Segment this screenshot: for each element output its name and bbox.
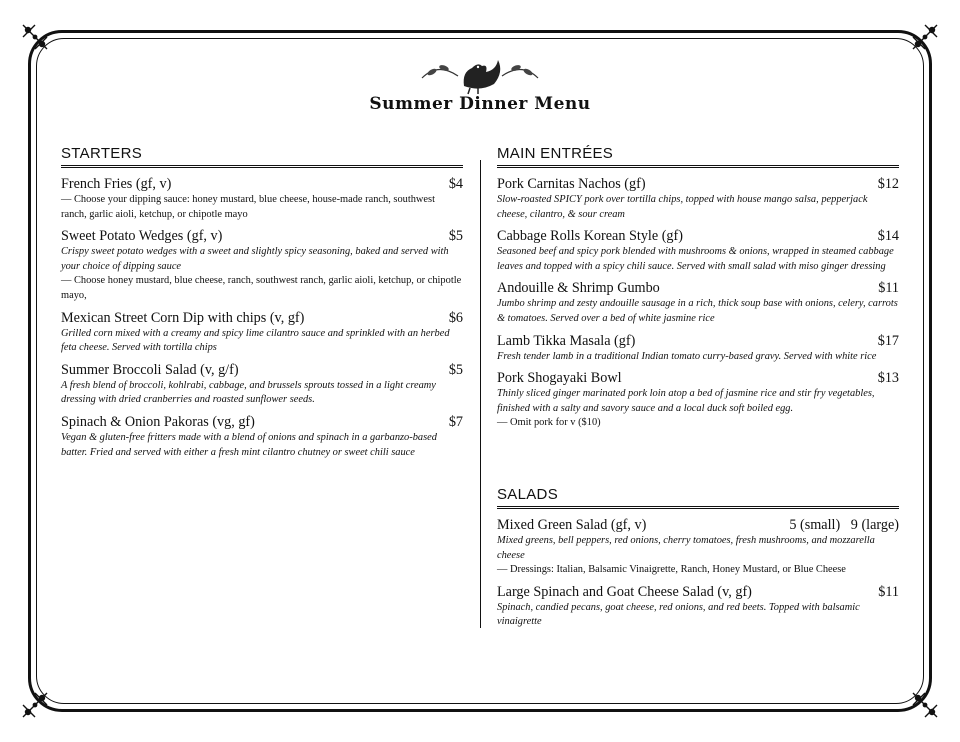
item-price: $6 (448, 309, 463, 326)
corner-ornament-icon (910, 22, 940, 52)
menu-item (61, 176, 463, 222)
item-price: $14 (877, 228, 899, 245)
item-price: $7 (448, 413, 463, 430)
item-name: Cabbage Rolls Korean Style (gf) (497, 228, 683, 245)
item-name: French Fries (gf, v) (61, 176, 172, 192)
column-divider (480, 160, 481, 628)
item-name: Summer Broccoli Salad (v, g/f) (61, 361, 239, 378)
item-description: Grilled corn mixed with a creamy and spicy lime cilantro sauce and sprinkled with an herbed feta cheese. Served with tortilla chips (61, 327, 450, 354)
rooster-logo-icon (418, 52, 542, 96)
item-note: — Choose honey mustard, blue cheese, ranch, southwest ranch, garlic aioli, ketchup, or chipotle mayo, (61, 275, 462, 301)
item-name: Pork Carnitas Nachos (gf) (497, 176, 646, 192)
item-price: $12 (877, 176, 899, 192)
item-name: Large Spinach and Goat Cheese Salad (v, gf) (497, 583, 752, 600)
item-price: $5 (448, 228, 463, 245)
item-price: $13 (877, 370, 899, 387)
item-description: A fresh blend of broccoli, kohlrabi, cabbage, and brussels sprouts tossed in a light creamy dressing with dried cranberries and roasted sunflower seeds. (61, 379, 436, 406)
item-description: Mixed greens, bell peppers, red onions, cherry tomatoes, fresh mushrooms, and mozzarella cheese (497, 535, 875, 561)
section-heading: STARTERS (61, 145, 463, 168)
menu-item (497, 370, 899, 431)
item-name: Spinach & Onion Pakoras (vg, gf) (61, 413, 255, 430)
menu-item (497, 228, 899, 274)
item-note: — Omit pork for v ($10) (497, 417, 601, 429)
corner-ornament-icon (910, 690, 940, 720)
section-heading: SALADS (497, 486, 899, 509)
item-price: $11 (878, 280, 899, 297)
menu-item (61, 414, 463, 460)
item-price: 5 (small) 9 (large) (789, 517, 899, 533)
item-description: Crispy sweet potato wedges with a sweet and slightly spicy seasoning, baked and served with your choice of dipping sauce (61, 246, 449, 272)
corner-ornament-icon (20, 690, 50, 720)
menu-item (497, 517, 899, 578)
item-name: Andouille & Shrimp Gumbo (497, 280, 660, 297)
menu-item (61, 362, 463, 408)
item-price: $4 (448, 176, 463, 192)
item-description: Fresh tender lamb in a traditional Indian tomato curry-based gravy. Served with white rice (497, 350, 877, 362)
item-price: $17 (877, 332, 899, 349)
item-price: $5 (448, 361, 463, 378)
item-name: Sweet Potato Wedges (gf, v) (61, 228, 223, 245)
menu-item (497, 280, 899, 326)
item-description: Seasoned beef and spicy pork blended with mushrooms & onions, wrapped in steamed cabbage leaves and topped with a spicy chili sauce. Served with small salad with miso ginger dressing (497, 246, 894, 272)
item-description: Thinly sliced ginger marinated pork loin atop a bed of jasmine rice and stir fry vegetables, finished with a salty and savory sauce and a local duck soft boiled egg. (497, 388, 875, 414)
item-name: Mexican Street Corn Dip with chips (v, gf) (61, 309, 305, 326)
item-description: Spinach, candied pecans, goat cheese, red onions, and red beets. Topped with balsamic vinaigrette (497, 601, 860, 628)
item-description: Vegan & gluten-free fritters made with a blend of onions and spinach in a garbanzo-based batter. Fried and served with either a fresh mint cilantro chutney or sweet chili sauce (61, 431, 437, 458)
menu-item (497, 176, 899, 222)
item-name: Lamb Tikka Masala (gf) (497, 332, 636, 349)
section-heading: MAIN ENTRÉES (497, 145, 899, 168)
item-name: Pork Shogayaki Bowl (497, 370, 622, 387)
item-note: — Choose your dipping sauce: honey mustard, blue cheese, house-made ranch, southwest ranch, garlic aioli, ketchup, or chipotle mayo (61, 194, 435, 220)
salads-section (497, 486, 899, 636)
item-name: Mixed Green Salad (gf, v) (497, 517, 647, 533)
corner-ornament-icon (20, 22, 50, 52)
menu-item (61, 228, 463, 303)
menu-title: Summer Dinner Menu (369, 94, 591, 114)
menu-item (61, 310, 463, 356)
item-note: — Dressings: Italian, Balsamic Vinaigrette, Ranch, Honey Mustard, or Blue Cheese (497, 564, 846, 576)
menu-item (497, 333, 899, 365)
menu-item (497, 584, 899, 630)
starters-section (61, 145, 463, 466)
main-entrees-section (497, 145, 899, 437)
item-description: Slow-roasted SPICY pork over tortilla chips, topped with house mango salsa, pepperjack cheese, cilantro, & sour cream (497, 194, 868, 220)
item-price: $11 (878, 583, 899, 600)
item-description: Jumbo shrimp and zesty andouille sausage in a rich, thick soup base with onions, celery, carrots & tomatoes. Served over a bed of white jasmine rice (497, 298, 898, 324)
